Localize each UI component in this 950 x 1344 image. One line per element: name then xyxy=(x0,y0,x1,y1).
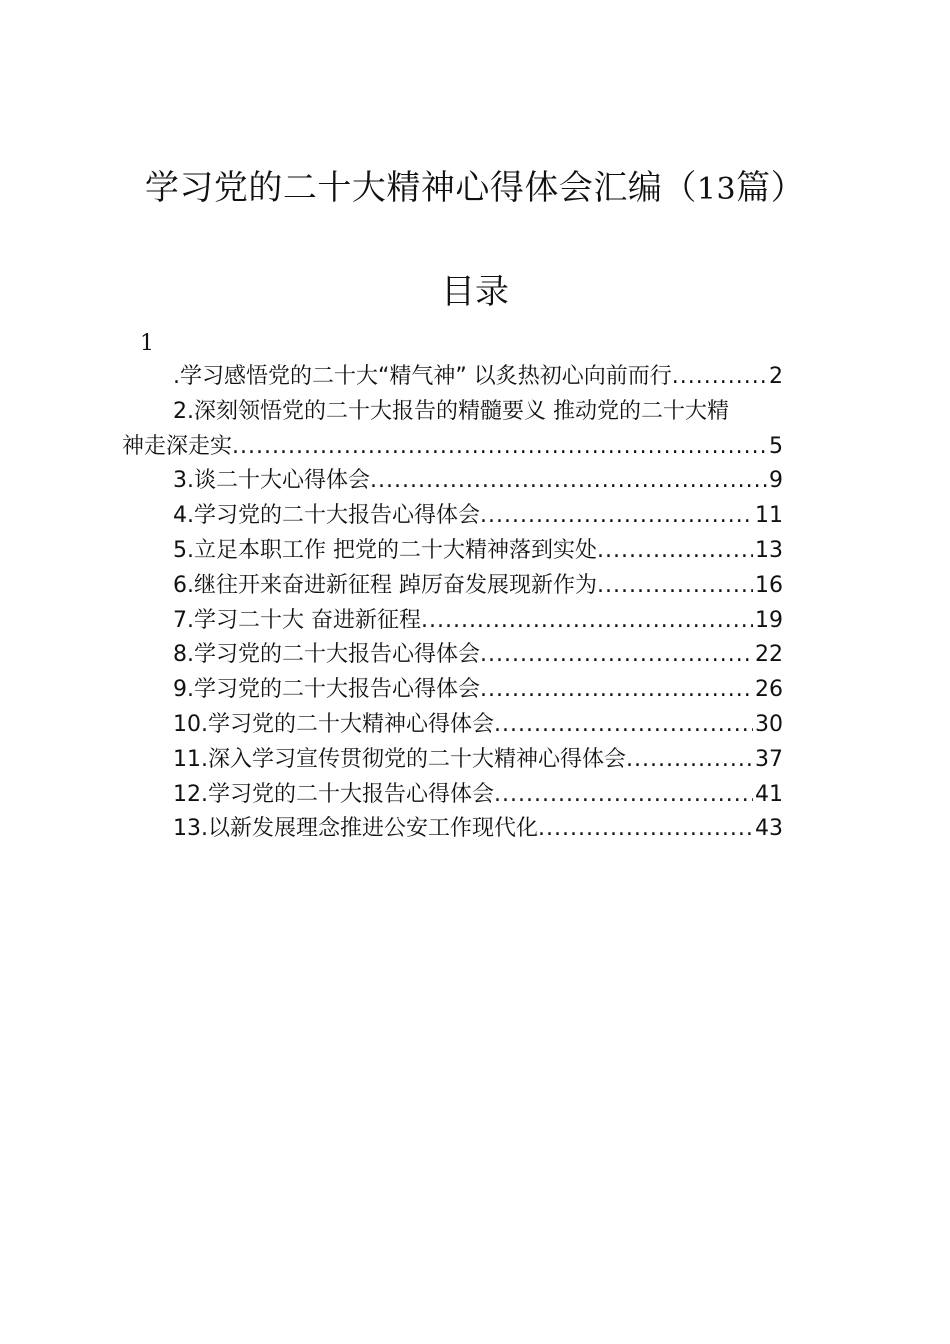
toc-page-number: 19 xyxy=(755,607,783,633)
toc-leader-dots xyxy=(421,604,753,639)
toc-entry-label: 8.学习党的二十大报告心得体会 xyxy=(173,642,480,668)
toc-page-number: 22 xyxy=(755,642,783,668)
toc-leader-dots xyxy=(480,499,753,534)
toc-page-number: 41 xyxy=(755,781,783,807)
toc-page-number: 2 xyxy=(769,364,783,389)
toc-entry-label: 3.谈二十大心得体会 xyxy=(173,468,370,494)
toc-entry-2[interactable] xyxy=(0,395,950,465)
toc-entry-label: 10.学习党的二十大精神心得体会 xyxy=(173,711,494,737)
toc-leader-dots xyxy=(480,673,753,708)
toc-page-number: 30 xyxy=(755,711,783,737)
toc-entry-3[interactable] xyxy=(173,464,783,499)
toc-page-number: 11 xyxy=(755,503,783,529)
toc-entry-label-line1: 2.深刻领悟党的二十大报告的精髓要义 推动党的二十大精 xyxy=(173,398,729,424)
toc-entry-label: 11.深入学习宣传贯彻党的二十大精神心得体会 xyxy=(173,746,626,772)
toc-heading: 目录 xyxy=(441,272,509,312)
toc-entry-12[interactable] xyxy=(173,778,783,813)
title-count: 13 xyxy=(696,172,737,207)
toc-page-number: 26 xyxy=(755,677,783,703)
toc-page-number: 9 xyxy=(769,468,783,494)
toc-entry-label: 12.学习党的二十大报告心得体会 xyxy=(173,781,494,807)
toc-leader-dots xyxy=(597,534,753,569)
toc-leader-dots xyxy=(232,430,767,465)
table-of-contents xyxy=(0,360,950,847)
toc-entry-9[interactable] xyxy=(173,673,783,708)
toc-entry-1[interactable] xyxy=(173,360,783,395)
toc-entry-label: 9.学习党的二十大报告心得体会 xyxy=(173,677,480,703)
toc-entry-6[interactable] xyxy=(173,569,783,604)
toc-leader-dots xyxy=(480,638,753,673)
toc-leader-dots xyxy=(494,778,753,813)
toc-entry-label: 13.以新发展理念推进公安工作现代化 xyxy=(173,816,538,842)
toc-page-number: 43 xyxy=(755,816,783,842)
toc-leader-dots xyxy=(538,812,753,847)
toc-entry-5[interactable] xyxy=(173,534,783,569)
toc-leader-dots xyxy=(494,708,753,743)
toc-entry-7[interactable] xyxy=(173,604,783,639)
toc-entry-label: 4.学习党的二十大报告心得体会 xyxy=(173,503,480,529)
title-prefix: 学习党的二十大精神心得体会汇编（ xyxy=(144,168,697,208)
toc-page-number: 5 xyxy=(769,433,783,459)
toc-entry-label: 6.继往开来奋进新征程 踔厉奋发展现新作为 xyxy=(173,572,597,598)
stray-number: 1 xyxy=(140,331,154,356)
toc-entry-8[interactable] xyxy=(173,638,783,673)
toc-leader-dots xyxy=(597,569,753,604)
toc-entry-10[interactable] xyxy=(173,708,783,743)
toc-entry-11[interactable] xyxy=(173,743,783,778)
title-suffix: 篇） xyxy=(736,168,806,208)
toc-leader-dots xyxy=(370,464,767,499)
toc-page-number: 16 xyxy=(755,572,783,598)
toc-entry-13[interactable] xyxy=(173,812,783,847)
toc-page-number: 37 xyxy=(755,746,783,772)
toc-entry-line2 xyxy=(122,430,783,465)
toc-leader-dots xyxy=(672,360,767,395)
toc-page-number: 13 xyxy=(755,537,783,563)
toc-entry-label: 5.立足本职工作 把党的二十大精神落到实处 xyxy=(173,537,597,563)
toc-entry-label: .学习感悟党的二十大“精气神” 以炙热初心向前而行 xyxy=(173,364,672,389)
document-title xyxy=(0,166,950,212)
toc-entry-label-line2: 神走深走实 xyxy=(122,433,233,459)
toc-entry-4[interactable] xyxy=(173,499,783,534)
toc-entry-label: 7.学习二十大 奋进新征程 xyxy=(173,607,421,633)
toc-leader-dots xyxy=(626,743,753,778)
